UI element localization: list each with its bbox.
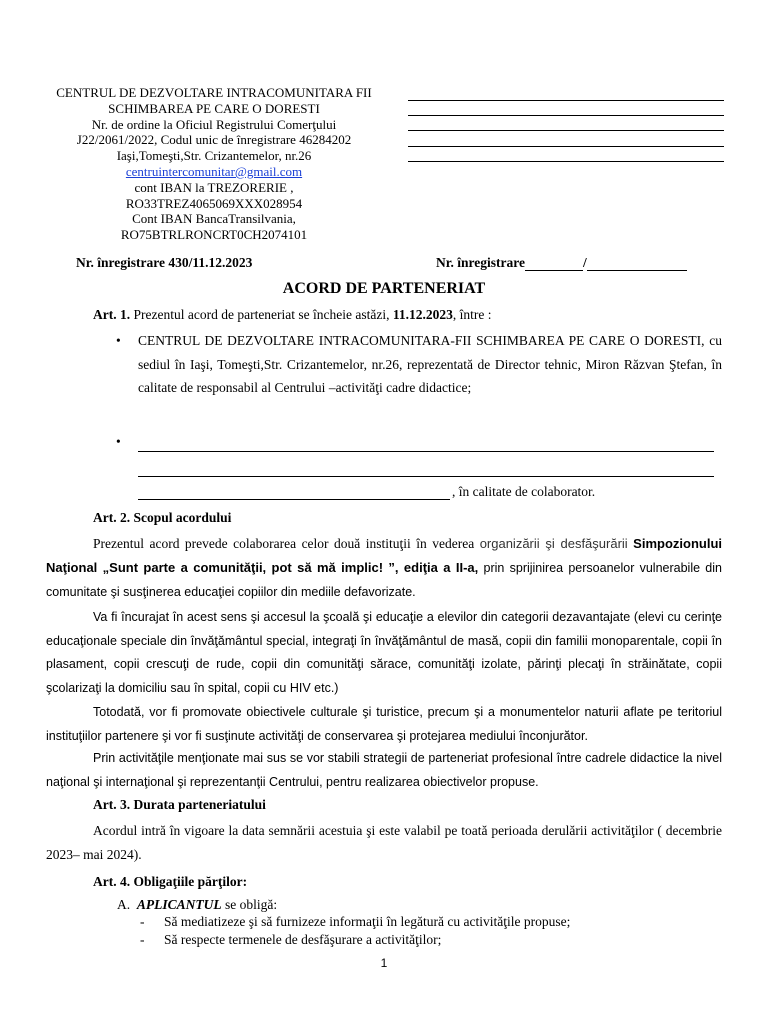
bullet-icon: • [116, 333, 121, 348]
blank-line [408, 115, 724, 116]
dash-icon: - [140, 914, 145, 929]
partner-blank-line [138, 476, 714, 477]
art1-party1 [138, 329, 722, 400]
partner-blank-line [138, 451, 714, 452]
organization-header [30, 85, 398, 243]
bank-line-3: Cont IBAN BancaTransilvania, [132, 211, 296, 227]
subsection-letter: A. [117, 897, 131, 912]
applicant-label: APLICANTUL [136, 897, 222, 912]
registration-blank [587, 258, 687, 271]
party1-name: CENTRUL DE DEZVOLTARE INTRACOMUNITARA-FII SCHIMBAREA PE CARE O DORESTI, [138, 333, 705, 348]
bank-line-4: RO75BTRLRONCRT0CH2074101 [120, 227, 308, 243]
partner-blank-line [138, 499, 450, 500]
blank-line [408, 100, 724, 101]
art2-paragraph-2: Va fi încurajat în acest sens şi accesul la şcoală şi educaţie a elevilor din categorii dezavantajate (elevi cu cerinţe educaţionale speciale din învăţământul special, integraţi în învăţământul de masă, copii din familii monoparentale, copii în plasament, copii crescuţi de rude, copii din comunităţi sărace, comunităţi izolate, părinţi plecaţi în străinătate, copii şcolarizaţi la domiciliu sau în spital, copii cu HIV etc.) [46, 610, 722, 695]
org-codes-line: J22/2061/2022, Codul unic de înregistrare 46284202 [76, 132, 352, 148]
registration-number-right [436, 255, 687, 271]
registration-number-left: Nr. înregistrare 430/11.12.2023 [76, 255, 253, 270]
org-name-line-2: SCHIMBAREA PE CARE O DORESTI [108, 100, 320, 116]
registration-separator: / [582, 255, 587, 270]
art1-date: 11.12.2023 [392, 307, 453, 322]
art2-heading: Art. 2. Scopul acordului [93, 510, 232, 525]
registration-right-label: Nr. înregistrare [436, 255, 525, 270]
art4-subsection-a [117, 897, 277, 913]
art2-paragraph-3: Totodată, vor fi promovate obiectivele culturale şi turistice, precum şi a monumentelor naturii aflate pe teritoriul instituţiilor partenere şi vor fi susţinute activităţi de conservarea şi protejarea mediului înconjurător. [46, 705, 722, 743]
blank-line [408, 146, 724, 147]
org-name-line-1: CENTRUL DE DEZVOLTARE INTRACOMUNITARA FII [56, 85, 372, 100]
art1-label: Art. 1. [93, 307, 131, 322]
org-email-link[interactable]: centruintercomunitar@gmail.com [125, 163, 303, 179]
art2-p1-org: organizării şi desfăşurării [479, 536, 628, 551]
art2-paragraph-1 [46, 532, 722, 605]
art1-intro-end: , între : [452, 307, 492, 322]
party2-role: , în calitate de colaborator. [452, 484, 596, 499]
art4-heading: Art. 4. Obligaţiile părţilor: [93, 874, 248, 889]
art1-intro [93, 307, 492, 323]
bank-line-2: RO33TREZ4065069XXX028954 [125, 195, 303, 211]
dash-icon: - [140, 932, 145, 947]
art2-p1-end: prin sprijinirea persoanelor vulnerabile din comunitate şi susţinerea educaţiei copiilor din mediile defavorizate. [46, 560, 722, 599]
art2-paragraph-4: Prin activităţile menţionate mai sus se vor stabili strategii de parteneriat profesional între cadrele didactice la nivel naţional şi internaţional şi reprezentanţii Centrului, pentru realizarea obiectivelor propuse. [46, 751, 722, 789]
art2-p1-bold: Simpozionului Naţional „Sunt parte a comunităţii, pot să mă implic! ”, ediţia a II-a, [46, 536, 722, 575]
bank-line-1: cont IBAN la TREZORERIE , [134, 179, 294, 195]
art3-heading: Art. 3. Durata parteneriatului [93, 797, 266, 812]
applicant-rest: se obligă: [221, 897, 278, 912]
page-title: ACORD DE PARTENERIAT [282, 280, 486, 297]
blank-line [408, 161, 724, 162]
art2-p1-start: Prezentul acord prevede colaborarea celor două instituţii în vederea [93, 536, 480, 551]
registration-blank [525, 258, 583, 271]
org-registry-line: Nr. de ordine la Oficiul Registrului Comerţului [91, 116, 337, 132]
party1-details: cu sediul în Iaşi, Tomeşti,Str. Crizantemelor, nr.26, reprezentată de Director tehnic, Miron Răzvan Ştefan, în calitate de responsabil al Centrului –activităţi cadre didactice; [138, 333, 723, 395]
obligation-item: Să respecte termenele de desfăşurare a activităţilor; [164, 932, 442, 947]
obligation-item: Să mediatizeze şi să furnizeze informaţii în legătură cu activităţile propuse; [164, 914, 571, 929]
bullet-icon: • [116, 434, 121, 449]
page-number: 1 [380, 956, 388, 970]
blank-line [408, 130, 724, 131]
art3-paragraph: Acordul intră în vigoare la data semnării acestuia şi este valabil pe toată perioada derulării activităţilor ( decembrie 2023– mai 2024). [46, 823, 722, 862]
org-address-line: Iaşi,Tomeşti,Str. Crizantemelor, nr.26 [116, 148, 312, 164]
art1-intro-text: Prezentul acord de parteneriat se încheie astăzi, [130, 307, 393, 322]
